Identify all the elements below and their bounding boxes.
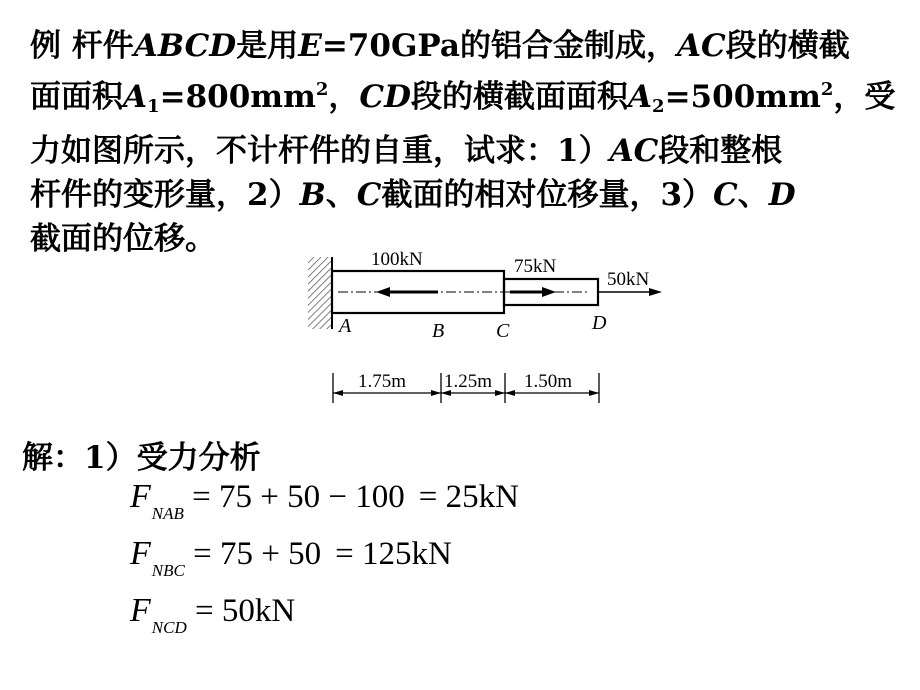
point-b: B — [432, 320, 445, 342]
arrow-75kN-head — [542, 287, 556, 297]
solution-heading: 解：1）受力分析 — [22, 440, 261, 476]
equation-nab: $F_{NAB} = 75 + 50 - 100 = 25kN$ — [130, 478, 519, 523]
problem-statement — [30, 24, 910, 261]
problem-line-4: 杆件的变形量，2）B、C截面的相对位移量，3）C、D — [30, 177, 796, 213]
equation-ncd: $F_{NCD} = 50kN$ — [130, 592, 296, 637]
bar-diagram — [290, 245, 690, 415]
problem-line-3: 力如图所示，不计杆件的自重，试求：1）AC段和整根 — [30, 133, 783, 169]
length-bc: 1.25m — [444, 371, 493, 392]
problem-line-1: 例 杆件ABCD是用E=70GPa的铝合金制成，AC段的横截 — [30, 28, 850, 64]
length-cd: 1.50m — [524, 371, 573, 392]
point-a: A — [339, 315, 352, 337]
label-100kN: 100kN — [371, 249, 423, 270]
length-ab: 1.75m — [358, 371, 407, 392]
arrow-50kN-head — [649, 288, 662, 296]
fixed-support — [308, 257, 332, 329]
arrow-100kN-head — [376, 287, 390, 297]
label-50kN: 50kN — [607, 269, 650, 290]
equation-nbc: $F_{NBC} = 75 + 50 = 125kN$ — [130, 535, 452, 580]
label-75kN: 75kN — [514, 256, 557, 277]
point-d: D — [592, 312, 607, 334]
problem-line-2: 面面积$A_1=800mm^2$，CD段的横截面面积$A_2=500mm^2$，受 — [30, 79, 896, 117]
problem-line-5: 截面的位移。 — [30, 221, 216, 257]
point-c: C — [496, 320, 510, 342]
